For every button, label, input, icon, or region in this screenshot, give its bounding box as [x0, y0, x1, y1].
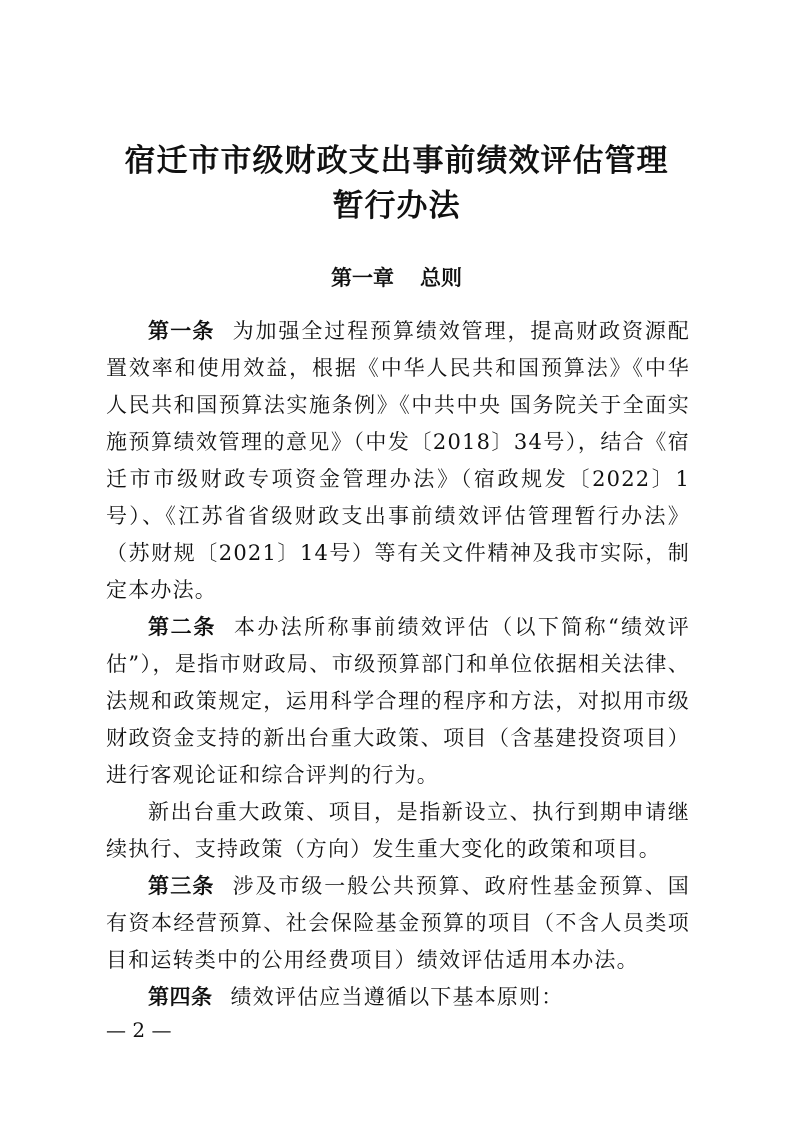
- article-4-heading: 第四条: [148, 985, 213, 1009]
- article-2-continuation-text: 新出台重大政策、项目，是指新设立、执行到期申请继续执行、支持政策（方向）发生重大变化的政策和项目。: [106, 800, 690, 861]
- document-title-line-2: 暂行办法: [332, 188, 461, 224]
- article-4: [106, 979, 690, 1016]
- article-2-continuation: [106, 794, 690, 868]
- article-2-text: 本办法所称事前绩效评估（以下简称“绩效评估”），是指市财政局、市级预算部门和单位依据相关法律、法规和政策规定，运用科学合理的程序和方法，对拟用市级财政资金支持的新出台重大政策、项目（含基建投资项目）进行客观论证和综合评判的行为。: [106, 615, 691, 787]
- article-1-text: 为加强全过程预算绩效管理，提高财政资源配置效率和使用效益，根据《中华人民共和国预算法》《中华人民共和国预算法实施条例》《中共中央 国务院关于全面实施预算绩效管理的意见》（中发〔2018〕34号），结合《宿迁市市级财政专项资金管理办法》（宿政规发〔2022〕1号）、《江苏省省级财政支出事前绩效评估管理暂行办法》（苏财规〔2021〕14号）等有关文件精神及我市实际，制定本办法。: [106, 319, 691, 602]
- chapter-name: 总则: [420, 266, 462, 290]
- article-1: [106, 313, 690, 609]
- document-body: [106, 313, 690, 1016]
- chapter-heading: [0, 262, 793, 292]
- article-4-text: 绩效评估应当遵循以下基本原则：: [230, 985, 564, 1009]
- article-2: [106, 609, 690, 794]
- article-3-heading: 第三条: [148, 874, 215, 898]
- document-title-line-1: 宿迁市市级财政支出事前绩效评估管理: [124, 143, 669, 179]
- chapter-number: 第一章: [331, 266, 394, 290]
- article-3-text: 涉及市级一般公共预算、政府性基金预算、国有资本经营预算、社会保险基金预算的项目（不含人员类项目和运转类中的公用经费项目）绩效评估适用本办法。: [106, 874, 691, 972]
- article-1-heading: 第一条: [148, 319, 215, 343]
- article-3: [106, 868, 690, 979]
- page-number: — 2 —: [106, 1018, 172, 1042]
- article-2-heading: 第二条: [148, 615, 217, 639]
